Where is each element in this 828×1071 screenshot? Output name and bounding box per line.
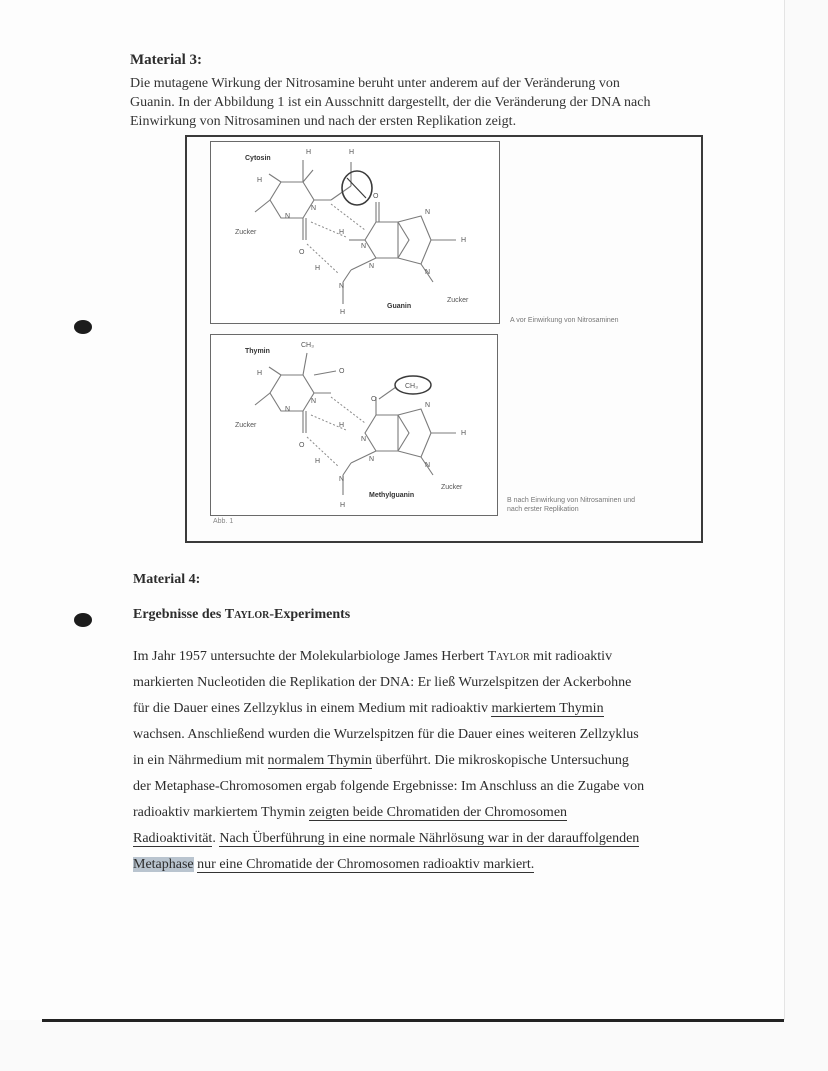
body-line	[133, 852, 693, 878]
svg-text:H: H	[306, 149, 312, 156]
svg-text:N: N	[369, 456, 375, 463]
figure-panel-a	[210, 141, 500, 324]
svg-text:N: N	[425, 462, 431, 469]
svg-text:H: H	[461, 430, 467, 437]
svg-text:N: N	[339, 476, 345, 483]
svg-text:O: O	[371, 396, 377, 403]
svg-text:N: N	[425, 402, 431, 409]
svg-text:CH₃: CH₃	[301, 342, 314, 349]
svg-text:N: N	[311, 205, 317, 212]
underlined-text: markiertem Thymin	[491, 701, 604, 716]
svg-text:O: O	[299, 249, 305, 256]
svg-text:H: H	[461, 237, 467, 244]
svg-text:H: H	[340, 309, 346, 316]
svg-text:H: H	[340, 502, 346, 509]
punch-hole-bottom	[74, 613, 92, 627]
panel-b-caption	[507, 496, 687, 514]
cytosin-guanin-diagram	[211, 142, 501, 325]
underlined-text: nur eine Chromatide der Chromosomen radioaktiv markiert.	[197, 857, 535, 872]
material-3-paragraph	[130, 74, 710, 131]
svg-text:O: O	[339, 368, 345, 375]
sugar-label: Zucker	[441, 484, 463, 491]
svg-text:N: N	[361, 243, 367, 250]
thymin-methylguanin-diagram	[211, 335, 499, 517]
material-3-line: Guanin. In der Abbildung 1 ist ein Ausschnitt dargestellt, der die Veränderung der DNA nach	[130, 95, 651, 110]
svg-text:N: N	[339, 283, 345, 290]
body-line: für die Dauer eines Zellzyklus in einem Medium mit radioaktiv markiertem Thymin	[133, 701, 604, 716]
material-3-line: Die mutagene Wirkung der Nitrosamine beruht unter anderem auf der Veränderung von	[130, 76, 620, 91]
sugar-label: Zucker	[447, 297, 469, 304]
svg-text:CH₃: CH₃	[405, 383, 418, 390]
svg-text:H: H	[315, 458, 321, 465]
material-4-body	[133, 644, 693, 878]
body-line: in ein Nährmedium mit normalem Thymin überführt. Die mikroskopische Untersuchung	[133, 753, 629, 768]
sugar-label: Zucker	[235, 422, 257, 429]
highlighted-text: Metaphase	[133, 857, 194, 872]
svg-text:H: H	[257, 177, 263, 184]
underlined-text: zeigten beide Chromatiden der Chromosomen	[308, 805, 568, 820]
svg-text:N: N	[369, 263, 375, 270]
page-bottom-edge	[42, 1019, 784, 1022]
panel-a-caption: A vor Einwirkung von Nitrosaminen	[510, 317, 619, 324]
material-4-subheading: Ergebnisse des Taylor-Experiments	[133, 607, 351, 622]
svg-text:O: O	[373, 193, 379, 200]
base-label-methylguanin: Methylguanin	[369, 492, 415, 499]
punch-hole-top	[74, 320, 92, 334]
svg-text:O: O	[299, 442, 305, 449]
svg-text:H: H	[339, 229, 345, 236]
body-line: radioaktiv markiertem Thymin zeigten beide Chromatiden der Chromosomen	[133, 805, 568, 820]
svg-text:H: H	[257, 370, 263, 377]
body-line: Radioaktivität. Nach Überführung in eine normale Nährlösung war in der darauffolgenden	[133, 831, 640, 846]
svg-text:H: H	[339, 422, 345, 429]
body-line: der Metaphase-Chromosomen ergab folgende Ergebnisse: Im Anschluss an die Zugabe von	[133, 779, 645, 794]
base-label-thymin: Thymin	[245, 348, 270, 355]
body-line: markierten Nucleotiden die Replikation der DNA: Er ließ Wurzelspitzen der Ackerbohne	[133, 675, 632, 690]
figure-panel-b	[210, 334, 498, 516]
panel-b-caption-line: nach erster Replikation	[507, 506, 579, 513]
svg-text:N: N	[285, 406, 291, 413]
panel-b-caption-line: B nach Einwirkung von Nitrosaminen und	[507, 497, 636, 504]
material-4-heading: Material 4:	[133, 572, 201, 587]
underlined-text: normalem Thymin	[267, 753, 372, 768]
body-line: wachsen. Anschließend wurden die Wurzelspitzen für die Dauer eines weiteren Zellzyklus	[133, 727, 639, 742]
svg-text:N: N	[425, 209, 431, 216]
material-3-line: Einwirkung von Nitrosaminen und nach der ersten Replikation zeigt.	[130, 114, 517, 129]
svg-text:N: N	[285, 213, 291, 220]
figure-label: Abb. 1	[213, 518, 234, 525]
sugar-label: Zucker	[235, 229, 257, 236]
svg-text:H: H	[315, 265, 321, 272]
base-label-guanin: Guanin	[387, 303, 412, 310]
svg-text:N: N	[425, 269, 431, 276]
underlined-text: Nach Überführung in eine normale Nährlösung war in der darauffolgenden	[219, 831, 640, 846]
underlined-text: Radioaktivität	[133, 831, 213, 846]
svg-text:N: N	[311, 398, 317, 405]
svg-text:H: H	[349, 149, 355, 156]
body-line: Im Jahr 1957 untersuchte der Molekularbiologe James Herbert Taylor mit radioaktiv	[133, 649, 613, 664]
base-label-cytosin: Cytosin	[245, 155, 271, 162]
svg-text:N: N	[361, 436, 367, 443]
material-3-heading: Material 3:	[130, 52, 203, 68]
